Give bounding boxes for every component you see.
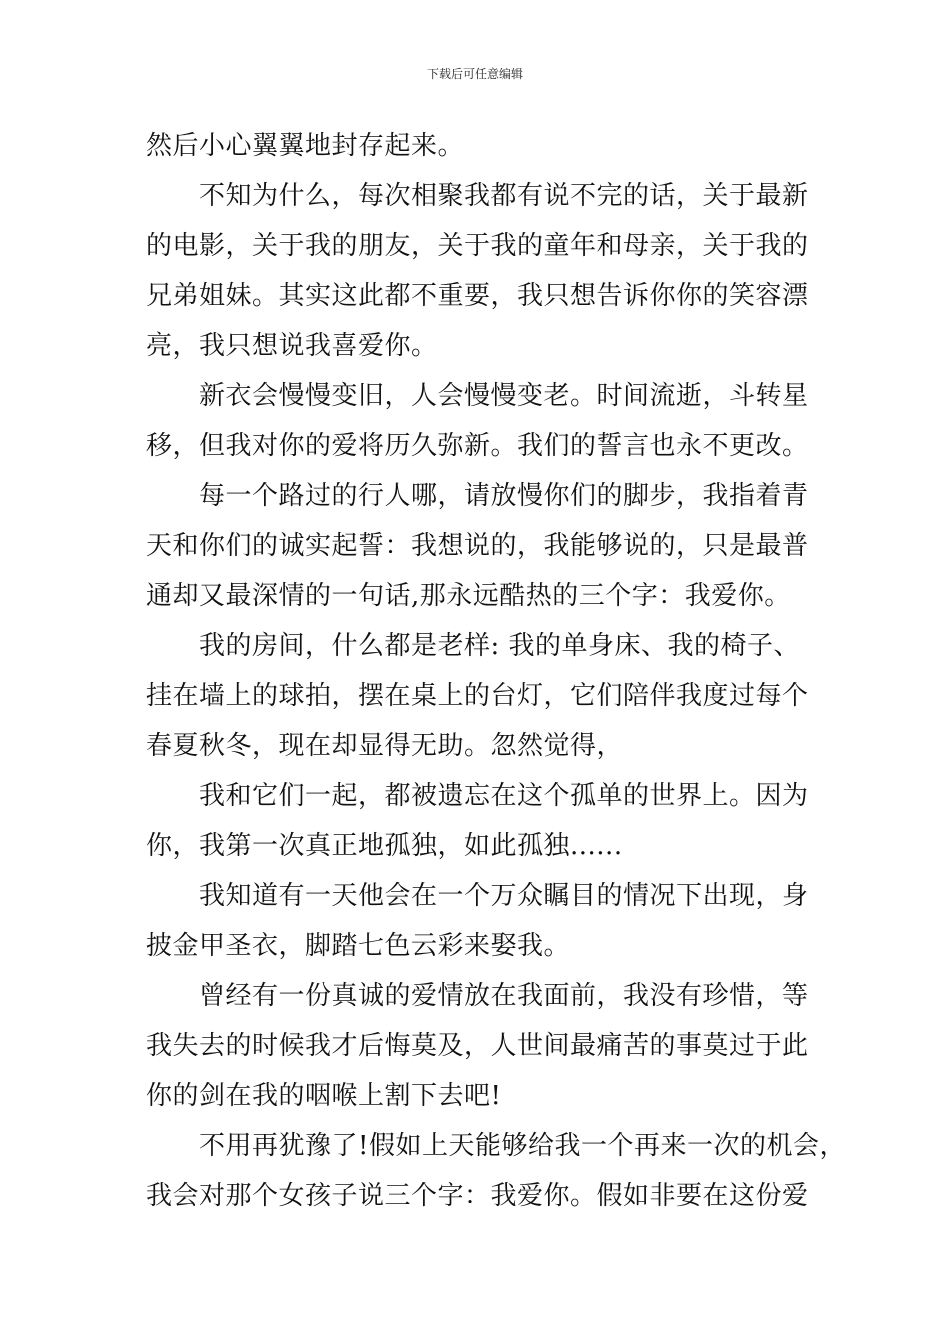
text-line: 我和它们一起，都被遗忘在这个孤单的世界上。因为 (199, 781, 809, 811)
page-header: 下载后可任意编辑 (426, 67, 523, 81)
text-line: 披金甲圣衣，脚踏七色云彩来娶我。 (146, 931, 571, 961)
text-line: 我会对那个女孩子说三个字：我爱你。假如非要在这份爱 (146, 1181, 809, 1211)
text-line: 你，我第一次真正地孤独，如此孤独...... (146, 831, 623, 861)
text-line: 我失去的时候我才后悔莫及，人世间最痛苦的事莫过于此 (146, 1031, 809, 1061)
text-line: 不用再犹豫了!假如上天能够给我一个再来一次的机会， (199, 1131, 846, 1161)
text-line: 天和你们的诚实起誓：我想说的，我能够说的，只是最普 (146, 531, 809, 561)
text-line: 我的房间，什么都是老样: 我的单身床、我的椅子、 (199, 631, 801, 661)
text-line: 兄弟姐妹。其实这此都不重要，我只想告诉你你的笑容漂 (146, 281, 809, 311)
text-line: 亮，我只想说我喜爱你。 (146, 331, 438, 361)
text-line: 移，但我对你的爱将历久弥新。我们的誓言也永不更改。 (146, 431, 809, 461)
text-line: 我知道有一天他会在一个万众瞩目的情况下出现，身 (199, 881, 809, 911)
document-body (146, 121, 846, 1221)
text-line: 的电影，关于我的朋友，关于我的童年和母亲，关于我的 (146, 231, 809, 261)
text-line: 春夏秋冬，现在却显得无助。忽然觉得， (146, 731, 624, 761)
text-line: 挂在墙上的球拍，摆在桌上的台灯，它们陪伴我度过每个 (146, 681, 809, 711)
text-line: 曾经有一份真诚的爱情放在我面前，我没有珍惜，等 (199, 981, 809, 1011)
text-line: 你的剑在我的咽喉上割下去吧! (146, 1081, 502, 1111)
text-line: 每一个路过的行人哪，请放慢你们的脚步，我指着青 (199, 481, 809, 511)
text-line: 通却又最深情的一句话,那永远酷热的三个字：我爱你。 (146, 581, 791, 611)
text-line: 新衣会慢慢变旧，人会慢慢变老。时间流逝，斗转星 (199, 381, 809, 411)
text-line: 不知为什么，每次相聚我都有说不完的话，关于最新 (199, 181, 809, 211)
text-line: 然后小心翼翼地封存起来。 (146, 131, 465, 161)
